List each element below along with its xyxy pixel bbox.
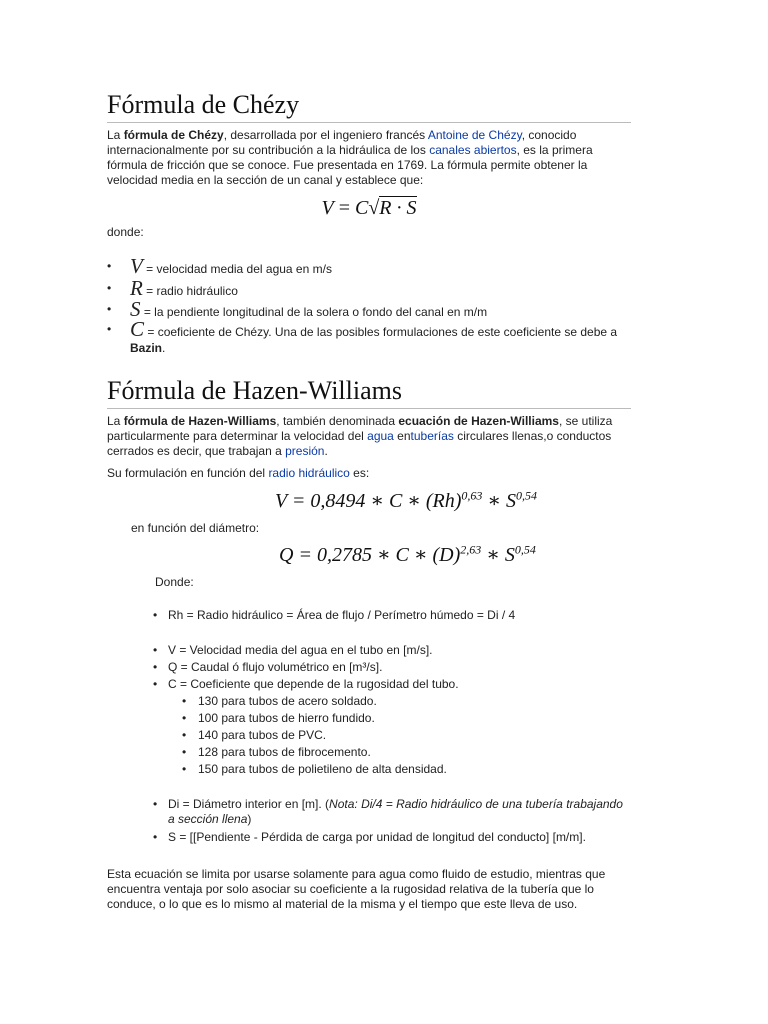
text: es: xyxy=(349,466,370,480)
section-title-hazen-williams: Fórmula de Hazen-Williams xyxy=(107,376,631,409)
item-text: Di = Diámetro interior en [m]. ( xyxy=(168,797,330,811)
hazen-diametro-label: en función del diámetro: xyxy=(131,521,260,535)
text: , es la primera fórmula de fricción que se conoce. Fue presentada en 1769. La fórmula permite obtener la velocidad media en la sección de un canal y establece que: xyxy=(107,143,593,187)
list-item: • 140 para tubos de PVC. xyxy=(182,727,631,744)
text: La xyxy=(107,128,124,142)
section-title-chezy: Fórmula de Chézy xyxy=(107,90,631,123)
list-item xyxy=(107,276,631,300)
list-item: • 130 para tubos de acero soldado. xyxy=(182,693,631,710)
list-item: • Rh = Radio hidráulico = Área de flujo / Perímetro húmedo = Di / 4 xyxy=(153,608,631,623)
item-text: = coeficiente de Chézy. Una de las posibles formulaciones de este coeficiente se debe a xyxy=(144,325,618,339)
eq-part: ∗ S xyxy=(481,544,515,566)
item-text: = la pendiente longitudinal de la solera o fondo del canal en m/m xyxy=(140,305,488,319)
list-item xyxy=(107,317,631,356)
link-agua[interactable]: agua xyxy=(367,429,394,443)
symbol: V xyxy=(130,254,143,278)
eq-part: V = 0,8494 ∗ C ∗ (Rh) xyxy=(275,490,462,512)
text: La xyxy=(107,414,124,428)
link-tuberias[interactable]: tuberías xyxy=(410,429,454,443)
link-antoine-de-chezy[interactable]: Antoine de Chézy xyxy=(427,128,522,142)
bold-term: fórmula de Hazen-Williams xyxy=(123,414,277,428)
sqrt-sign: √ xyxy=(368,197,380,219)
eq-part: Q = 0,2785 ∗ C ∗ (D) xyxy=(279,544,461,566)
eq-part: C xyxy=(354,197,369,219)
symbol: S xyxy=(130,297,141,321)
hazen-equation-velocity xyxy=(275,488,537,514)
list-item: • S = [[Pendiente - Pérdida de carga por unidad de longitud del conducto] [m/m]. xyxy=(153,830,631,845)
chezy-variable-list xyxy=(107,256,631,356)
chezy-donde: donde: xyxy=(107,225,144,239)
eq-part: R · S xyxy=(379,197,417,219)
list-item: • V = Velocidad media del agua en el tubo en [m/s]. xyxy=(153,642,631,659)
exponent: 0,54 xyxy=(516,488,538,503)
symbol: R xyxy=(130,276,143,300)
list-item: • 128 para tubos de fibrocemento. xyxy=(182,744,631,761)
bold-term: ecuación de Hazen-Williams xyxy=(398,414,559,428)
item-text: . xyxy=(162,341,166,355)
hazen-equation-flow xyxy=(279,542,536,568)
eq-part: V xyxy=(321,197,334,219)
text: circulares llenas,o conductos cerrados es decir, que trabajan a xyxy=(107,429,612,458)
italic-note: Nota: Di/4 = Radio hidráulico de una tubería trabajando a sección llena xyxy=(168,797,623,826)
text: . xyxy=(324,444,328,458)
hazen-donde: Donde: xyxy=(155,575,194,589)
hazen-closing-paragraph: Esta ecuación se limita por usarse solamente para agua como fluido de estudio, mientras que encuentra ventaja por solo asociar su coeficiente a la rugosidad relativa de la tubería que lo conduce, o lo que es lo mismo al material de la misma y el tiempo que este lleva de uso. xyxy=(107,867,606,911)
bold-term: fórmula de Chézy xyxy=(123,128,224,142)
list-item xyxy=(107,297,631,321)
hazen-intro xyxy=(107,414,631,459)
eq-part: = xyxy=(333,197,355,219)
bold-term: Bazin xyxy=(130,341,163,355)
link-presion[interactable]: presión xyxy=(285,444,325,458)
text: Su formulación en función del xyxy=(107,466,269,480)
coefficient-values-list xyxy=(182,693,631,778)
eq-part: ∗ S xyxy=(482,490,517,512)
hazen-extra-list xyxy=(107,797,631,845)
list-item: • Q = Caudal ó flujo volumétrico en [m³/s]. xyxy=(153,659,631,676)
list-item xyxy=(153,676,631,778)
item-text: ) xyxy=(247,812,252,826)
link-canales-abiertos[interactable]: canales abiertos xyxy=(429,143,517,157)
chezy-intro xyxy=(107,128,631,188)
text: , conocido internacionalmente por su contribución a la hidráulica de los xyxy=(107,128,577,157)
hazen-rh-list xyxy=(107,608,631,623)
text: , se utiliza particularmente para determinar la velocidad del xyxy=(107,414,613,443)
symbol: C xyxy=(130,317,145,341)
hazen-radio-line xyxy=(107,466,369,481)
item-text: = velocidad media del agua en m/s xyxy=(142,262,332,276)
list-item: • 100 para tubos de hierro fundido. xyxy=(182,710,631,727)
link-radio-hidraulico[interactable]: radio hidráulico xyxy=(268,466,350,480)
exponent: 0,54 xyxy=(514,542,536,557)
chezy-equation xyxy=(107,196,631,220)
item-text: C = Coeficiente que depende de la rugosidad del tubo. xyxy=(168,677,459,691)
exponent: 0,63 xyxy=(461,488,483,503)
list-item: • 150 para tubos de polietileno de alta densidad. xyxy=(182,761,631,778)
text: , también denominada xyxy=(276,414,399,428)
text: , desarrollada por el ingeniero francés xyxy=(223,128,428,142)
list-item xyxy=(107,256,631,279)
exponent: 2,63 xyxy=(460,542,482,557)
hazen-variable-list xyxy=(107,642,631,778)
text: en xyxy=(393,429,411,443)
list-item xyxy=(153,797,631,827)
item-text: = radio hidráulico xyxy=(142,284,238,298)
